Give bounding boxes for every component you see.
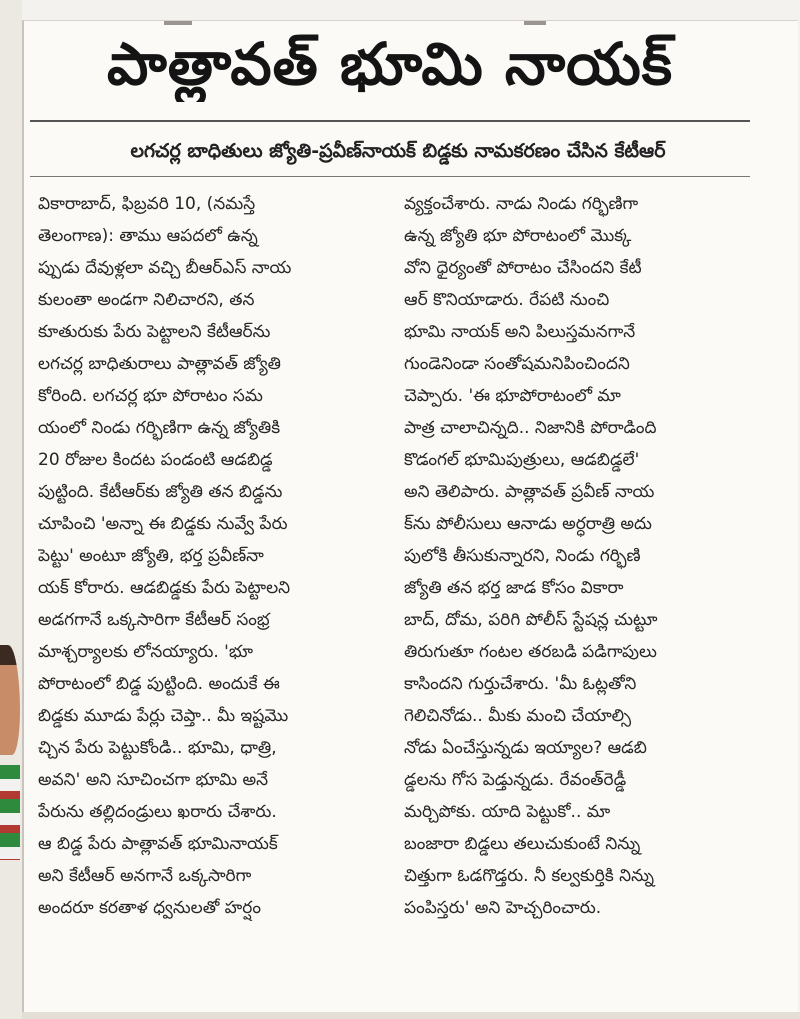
bottom-page-edge	[22, 1012, 800, 1019]
article-text-line: కూతురుకు పేరు పెట్టాలని కేటీఆర్‌ను	[38, 322, 271, 342]
article-text-line: పేరును తల్లిదండ్రులు ఖరారు చేశారు.	[38, 802, 277, 822]
article-text-line: పులోకి తీసుకున్నారని, నిండు గర్భిణి	[404, 546, 641, 566]
photo-person-fragment	[0, 645, 20, 755]
article-text-line: గుండెనిండా సంతోషమనిపించిందని	[404, 354, 630, 374]
article-subheadline: లగచర్ల బాధితులు జ్యోతి-ప్రవీణ్‌నాయక్ బిడ్డకు నామకరణం చేసిన కేటీఆర్	[130, 140, 666, 162]
article-text-line: ప్పుడు దేవుళ్లలా వచ్చి బీఆర్‌ఎస్ నాయ	[38, 258, 292, 278]
article-text-line: తెలంగాణ): తాము ఆపదలో ఉన్న	[38, 226, 258, 246]
article-text-line: చూపించి 'అన్నా ఈ బిడ్డకు నువ్వే పేరు	[38, 514, 288, 534]
article-text-line: పోరాటంలో బిడ్డ పుట్టింది. అందుకే ఈ	[38, 674, 280, 694]
article-text-line: డ్డలను గోస పెడ్తున్నడు. రేవంత్‌రెడ్డీ	[404, 770, 627, 790]
article-text-line: అడగగానే ఒక్కసారిగా కేటీఆర్ సంభ్ర	[38, 610, 270, 630]
article-text-line: అందరూ కరతాళ ధ్వనులతో హర్షం	[38, 898, 261, 918]
article-text-line: అని తెలిపారు. పాత్లావత్ ప్రవీణ్ నాయ	[404, 482, 655, 502]
article-headline: పాత్లావత్ భూమి నాయక్	[106, 30, 674, 98]
article-text-line: కాసిందని గుర్తుచేశారు. 'మీ ఓట్లతోని	[404, 674, 637, 694]
article-text-line: నోడు ఏంచేస్తున్నడు ఇయ్యాల? ఆడబి	[404, 738, 647, 758]
article-text-line: చిత్తుగా ఓడగొడ్తరు. నీ కల్వకుర్తికి నిన్ను	[404, 866, 655, 886]
article-text-line: లగచర్ల బాధితురాలు పాత్లావత్ జ్యోతి	[38, 354, 281, 374]
article-text-line: 20 రోజుల కిందట పండంటి ఆడబిడ్డ	[38, 450, 273, 470]
article-column-right	[404, 188, 752, 924]
article-text-line: ఆ బిడ్డ పేరు పాత్లావత్ భూమినాయక్	[38, 834, 278, 854]
article-text-line: బంజారా బిడ్డలు తలుచుకుంటే నిన్ను	[404, 834, 641, 854]
article-text-line: పాత్ర చాలాచిన్నది.. నిజానికి పోరాడింది	[404, 418, 657, 438]
article-text-line: బాద్, దోమ, పరిగి పోలీస్ స్టేషన్ల చుట్టూ	[404, 610, 658, 630]
article-text-line: వికారాబాద్, ఫిబ్రవరి 10, (నమస్తే	[38, 194, 256, 214]
article-text-line: చ్చిన పేరు పెట్టుకోండి.. భూమి, ధాత్రి,	[38, 738, 277, 758]
article-text-line: వ్యక్తంచేశారు. నాడు నిండు గర్భిణిగా	[404, 194, 639, 214]
article-text-line: కులంతా అండగా నిలిచారని, తన	[38, 290, 255, 310]
article-text-line: యంలో నిండు గర్భిణిగా ఉన్న జ్యోతికి	[38, 418, 281, 438]
adjacent-photo-fragment	[0, 615, 20, 865]
photo-scarf-fragment	[0, 765, 20, 860]
article-text-line: జ్యోతి తన భర్త జాడ కోసం వికారా	[404, 578, 624, 598]
article-text-line: కోరింది. లగచర్ల భూ పోరాటం సమ	[38, 386, 263, 406]
article-text-line: అవని' అని సూచించగా భూమి అనే	[38, 770, 269, 790]
article-text-line: ఆర్ కొనియాడారు. రేపటి నుంచి	[404, 290, 610, 310]
article-column-left	[38, 188, 374, 924]
subheadline-divider	[30, 176, 750, 177]
article-text-line: యక్ కోరారు. ఆడబిడ్డకు పేరు పెట్టాలని	[38, 578, 291, 598]
article-text-line: పుట్టింది. కేటీఆర్‌కు జ్యోతి తన బిడ్డను	[38, 482, 283, 502]
article-text-line: పంపిస్తరు' అని హెచ్చరించారు.	[404, 898, 602, 918]
article-text-line: అని కేటీఆర్ అనగానే ఒక్కసారిగా	[38, 866, 252, 886]
article-text-line: భూమి నాయక్ అని పిలుస్తమనగానే	[404, 322, 636, 342]
article-text-line: బిడ్డకు మూడు పేర్లు చెప్తా.. మీ ఇష్టమొ	[38, 706, 289, 726]
article-text-line: పెట్టు' అంటూ జ్యోతి, భర్త ప్రవీణ్‌నా	[38, 546, 264, 566]
article-text-line: మాశ్చర్యాలకు లోనయ్యారు. 'భూ	[38, 642, 253, 662]
article-text-line: వోని ధైర్యంతో పోరాటం చేసిందని కేటీ	[404, 258, 642, 278]
article-text-line: గెలిచినోడు.. మీకు మంచి చేయాల్సి	[404, 706, 632, 726]
adjacent-page-strip	[0, 0, 22, 1019]
article-text-line: కొడంగల్ భూమిపుత్రులు, ఆడబిడ్డలే'	[404, 450, 640, 470]
article-text-line: చెప్పారు. 'ఈ భూపోరాటంలో మా	[404, 386, 621, 406]
headline-divider	[30, 120, 750, 122]
article-text-line: తిరుగుతూ గంటల తరబడి పడిగాపులు	[404, 642, 657, 662]
article-text-line: మర్చిపోకు. యాది పెట్టుకో.. మా	[404, 802, 611, 822]
article-text-line: ఉన్న జ్యోతి భూ పోరాటంలో మొక్క	[404, 226, 632, 246]
article-text-line: క్‌ను పోలీసులు ఆనాడు అర్ధరాత్రి అదు	[404, 514, 652, 534]
